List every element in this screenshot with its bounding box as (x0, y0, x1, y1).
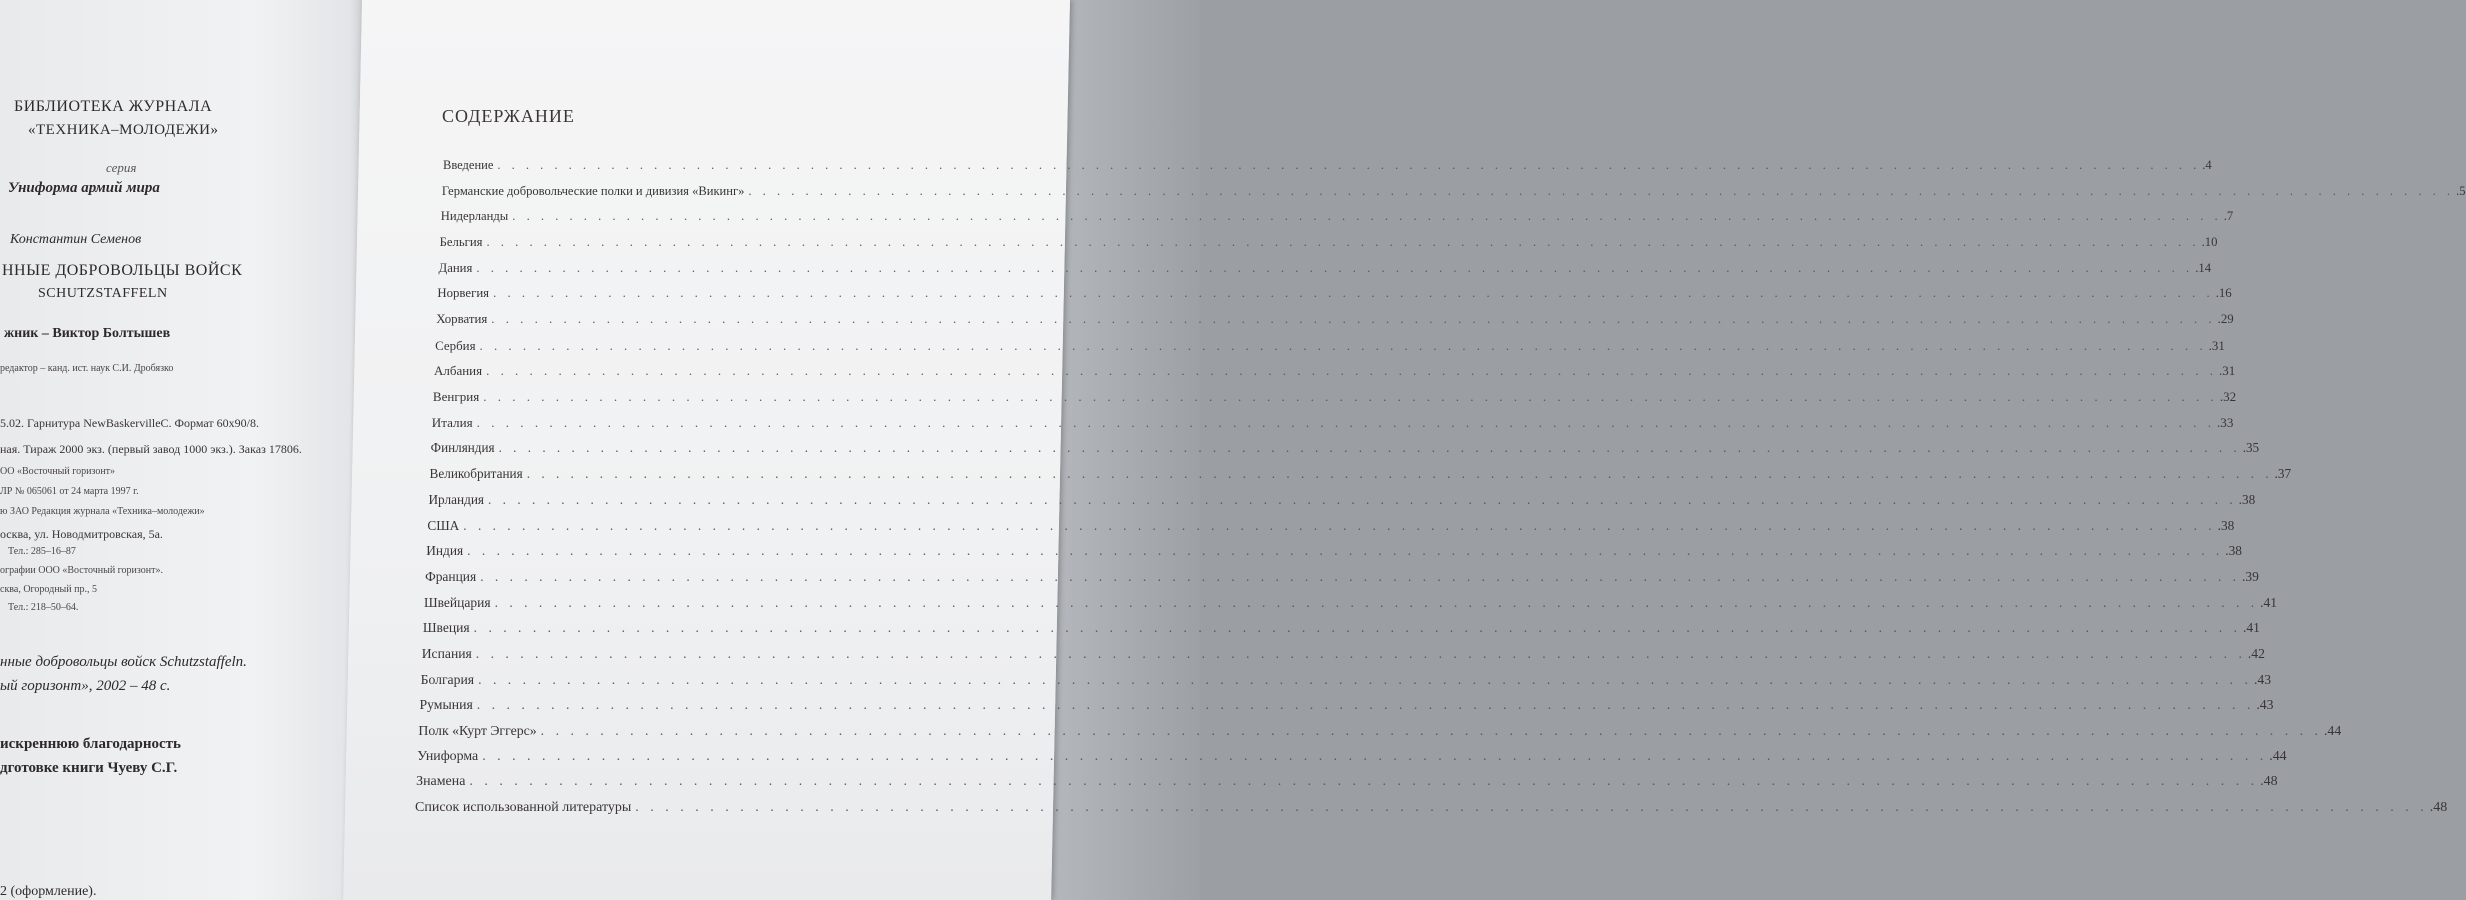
toc-entry-label: Норвегия (437, 286, 490, 301)
toc-entry-label: Венгрия (432, 389, 480, 405)
toc-entry-label: Швейцария (423, 594, 491, 610)
toc-entry-page: .14 (2195, 260, 2212, 275)
book-title-line2: SCHUTZSTAFFELN (38, 286, 168, 301)
imprint-line: ная. Тираж 2000 экз. (первый завод 1000 экз.). Заказ 17806. (0, 442, 302, 456)
toc-entry (418, 722, 2342, 739)
toc-entry-page: .48 (2260, 774, 2278, 790)
magazine-name: «ТЕХНИКА–МОЛОДЕЖИ» (28, 122, 219, 138)
toc-entry-page: .5 (2456, 183, 2466, 198)
toc-entry (432, 389, 2237, 405)
toc-leader-dots: . . . . . . . . . . . . . . . . . . . . . . . . . . . . . . . . . . . . . . . . . . . . . . . . . . . . . . . . . . . . . . . . . . . . . . . . . . . . . . . . . . . . . . . . . . . . . . . . . . . . . . . . . . . . . . . . . . . . . . . . (498, 440, 2241, 456)
toc-entry (439, 235, 2218, 250)
toc-entry-label: Болгария (420, 671, 475, 687)
toc-entry-label: Знамена (416, 774, 466, 790)
toc-entry (441, 183, 2466, 199)
toc-entry-label: Униформа (417, 748, 479, 764)
toc-entry-page: .38 (2238, 491, 2256, 507)
toc-entry-label: Великобритания (429, 466, 523, 482)
toc-entry-label: Ирландия (428, 491, 485, 507)
toc-leader-dots: . . . . . . . . . . . . . . . . . . . . . . . . . . . . . . . . . . . . . . . . . . . . . . . . . . . . . . . . . . . . . . . . . . . . . . . . . . . . . . . . . . . . . . . . . . . . . . . . . . . . . . . . . . . . . . . . . . . . . . . . (494, 594, 2259, 610)
toc-entry-page: .32 (2219, 389, 2237, 405)
toc-entry (428, 491, 2256, 508)
toc-entry-page: .44 (2323, 722, 2342, 738)
toc-leader-dots: . . . . . . . . . . . . . . . . . . . . . . . . . . . . . . . . . . . . . . . . . . . . . . . . . . . . . . . . . . . . . . . . . . . . . . . . . . . . . . . . . . . . . . . . . . . . . . . . . . . . . . . . . . . . . . . . . . . . . . . . (469, 774, 2259, 790)
toc-entry-page: .41 (2242, 620, 2260, 636)
toc-entry (431, 414, 2234, 431)
toc-entry (421, 645, 2265, 662)
toc-leader-dots: . . . . . . . . . . . . . . . . . . . . . . . . . . . . . . . . . . . . . . . . . . . . . . . . . . . . . . . . . . . . . . . . . . . . . . . . . . . . . . . . . . . . . . . . . . . . . . . . . . . . . . . . . . . . . . . . . . . . . . . . (483, 389, 2218, 405)
toc-entry (427, 517, 2235, 534)
toc-entry (422, 620, 2260, 636)
toc-entry (416, 774, 2278, 790)
toc-entry-page: .35 (2242, 440, 2260, 456)
toc-entry-label: Италия (431, 414, 473, 430)
toc-leader-dots: . . . . . . . . . . . . . . . . . . . . . . . . . . . . . . . . . . . . . . . . . . . . . . . . . . . . . . . . . . . . . . . . . . . . . . . . . . . . . . . . . . . . . . . . . . . . . . . . . . . . . . . . . . . . . . . . . . . . . . . . (463, 517, 2216, 533)
toc-entry (443, 158, 2212, 173)
toc-leader-dots: . . . . . . . . . . . . . . . . . . . . . . . . . . . . . . . . . . . . . . . . . . . . . . . . . . . . . . . . . . . . . . . . . . . . . . . . . . . . . . . . . . . . . . . . . . . . . . . . . . . . . . . . . . . . . . . . . . . . . . . . (476, 260, 2194, 275)
toc-entry-page: .38 (2217, 517, 2235, 533)
toc-entry (423, 594, 2278, 611)
toc-leader-dots: . . . . . . . . . . . . . . . . . . . . . . . . . . . . . . . . . . . . . . . . . . . . . . . . . . . . . . . . . . . . . . . . . . . . . . . . . . . . . . . . . . . . . . . . . . . . . . . . . . . . . . . . . . . . . . . . . . . . . . . . (479, 337, 2207, 353)
illustrator-credit: жник – Виктор Болтышев (4, 326, 171, 341)
toc-entry-label: Сербия (435, 337, 476, 353)
toc-entry-page: .33 (2217, 414, 2234, 430)
toc-entry (415, 800, 2448, 816)
toc-entry-page: .37 (2274, 466, 2292, 482)
toc-leader-dots: . . . . . . . . . . . . . . . . . . . . . . . . . . . . . . . . . . . . . . . . . . . . . . . . . . . . . . . . . . . . . . . . . . . . . . . . . . . . . . . . . . . . . . . . . . . . . . . . . . . . . . . . . . . . . . . . . . . . . . . . (482, 748, 2268, 764)
toc-leader-dots: . . . . . . . . . . . . . . . . . . . . . . . . . . . . . . . . . . . . . . . . . . . . . . . . . . . . . . . . . . . . . . . . . . . . . . . . . . . . . . . . . . . . . . . . . . . . . . . . . . . . . . . . . . . . . . . . . . . . . . . . (475, 645, 2246, 661)
bibliographic-reference: нные добровольцы войск Schutzstaffeln. (0, 654, 247, 670)
toc-entry-label: Введение (443, 158, 494, 172)
toc-leader-dots: . . . . . . . . . . . . . . . . . . . . . . . . . . . . . . . . . . . . . . . . . . . . . . . . . . . . . . . . . . . . . . . . . . . . . . . . . . . . . . . . . . . . . . . . . . . . . . . . . . . . . . . . . . . . . . . . . . . . . . . . (478, 671, 2252, 687)
toc-entry-label: Хорватия (436, 312, 488, 327)
imprint-line: ю ЗАО Редакция журнала «Техника–молодежи» (0, 506, 205, 517)
toc-leader-dots: . . . . . . . . . . . . . . . . . . . . . . . . . . . . . . . . . . . . . . . . . . . . . . . . . . . . . . . . . . . . . . . . . . . . . . . . . . . . . . . . . . . . . . . . . . . . . . . . . . . . . . . . . . . . . . . . . . . . . . . . (486, 235, 2200, 250)
toc-entry-page: .42 (2247, 645, 2265, 661)
toc-entry-label: Дания (438, 260, 473, 275)
toc-leader-dots: . . . . . . . . . . . . . . . . . . . . . . . . . . . . . . . . . . . . . . . . . . . . . . . . . . . . . . . . . . . . . . . . . . . . . . . . . . . . . . . . . . . . . . . . . . . . . . . . . . . . . . . . . . . . . . . . . . . . . . . . (512, 209, 2222, 224)
imprint-line: осква, ул. Новодмитровская, 5а. (0, 527, 163, 541)
toc-leader-dots: . . . . . . . . . . . . . . . . . . . . . . . . . . . . . . . . . . . . . . . . . . . . . . . . . . . . . . . . . . . . . . . . . . . . . . . . . . . . . . . . . . . . . . . . . . . . . . . . . . . . . . . . . . . . . . . . . . . . . . . . (748, 183, 2455, 198)
bibliographic-reference: ый горизонт», 2002 – 48 с. (0, 678, 171, 694)
toc-entry (430, 440, 2260, 456)
toc-leader-dots: . . . . . . . . . . . . . . . . . . . . . . . . . . . . . . . . . . . . . . . . . . . . . . . . . . . . . . . . . . . . . . . . . . . . . . . . . . . . . . . . . . . . . . . . . . . . . . . . . . . . . . . . . . . . . . . . . . . . . . . . (635, 800, 2428, 815)
toc-entry-label: Нидерланды (440, 209, 509, 224)
toc-entry-page: .29 (2217, 312, 2234, 327)
toc-leader-dots: . . . . . . . . . . . . . . . . . . . . . . . . . . . . . . . . . . . . . . . . . . . . . . . . . . . . . . . . . . . . . . . . . . . . . . . . . . . . . . . . . . . . . . . . . . . . . . . . . . . . . . . . . . . . . . . . . . . . . . . . (467, 543, 2224, 559)
toc-entry (425, 568, 2259, 585)
toc-leader-dots: . . . . . . . . . . . . . . . . . . . . . . . . . . . . . . . . . . . . . . . . . . . . . . . . . . . . . . . . . . . . . . . . . . . . . . . . . . . . . . . . . . . . . . . . . . . . . . . . . . . . . . . . . . . . . . . . . . . . . . . . (526, 466, 2273, 482)
toc-entry (438, 260, 2212, 276)
toc-entry-label: Германские добровольческие полки и дивизия «Викинг» (441, 183, 745, 198)
toc-entry-page: .48 (2429, 800, 2448, 815)
editor-credit: редактор – канд. ист. наук С.И. Дробязко (0, 363, 174, 374)
toc-entry-label: Индия (426, 543, 464, 559)
toc-title: СОДЕРЖАНИЕ (442, 106, 575, 126)
author-name: Константин Семенов (10, 232, 142, 247)
toc-entry-label: Финляндия (430, 440, 495, 456)
toc-leader-dots: . . . . . . . . . . . . . . . . . . . . . . . . . . . . . . . . . . . . . . . . . . . . . . . . . . . . . . . . . . . . . . . . . . . . . . . . . . . . . . . . . . . . . . . . . . . . . . . . . . . . . . . . . . . . . . . . . . . . . . . . (488, 491, 2237, 507)
toc-leader-dots: . . . . . . . . . . . . . . . . . . . . . . . . . . . . . . . . . . . . . . . . . . . . . . . . . . . . . . . . . . . . . . . . . . . . . . . . . . . . . . . . . . . . . . . . . . . . . . . . . . . . . . . . . . . . . . . . . . . . . . . . (480, 568, 2241, 584)
toc-entry (436, 312, 2234, 327)
toc-entry-page: .10 (2201, 235, 2218, 250)
acknowledgement: дготовке книги Чуеву С.Г. (0, 760, 178, 776)
toc-entry-page: .43 (2253, 671, 2272, 687)
toc-leader-dots: . . . . . . . . . . . . . . . . . . . . . . . . . . . . . . . . . . . . . . . . . . . . . . . . . . . . . . . . . . . . . . . . . . . . . . . . . . . . . . . . . . . . . . . . . . . . . . . . . . . . . . . . . . . . . . . . . . . . . . . . (497, 158, 2201, 172)
toc-entry (426, 543, 2243, 559)
toc-leader-dots: . . . . . . . . . . . . . . . . . . . . . . . . . . . . . . . . . . . . . . . . . . . . . . . . . . . . . . . . . . . . . . . . . . . . . . . . . . . . . . . . . . . . . . . . . . . . . . . . . . . . . . . . . . . . . . . . . . . . . . . . (540, 722, 2322, 738)
toc-entry-page: .43 (2256, 697, 2274, 713)
imprint-line: ЛР № 065061 от 24 марта 1997 г. (0, 486, 139, 497)
toc-entry (420, 671, 2272, 688)
imprint-line: ографии ООО «Восточный горизонт». (0, 565, 163, 576)
toc-entry-page: .41 (2260, 594, 2278, 610)
toc-entry-label: Франция (425, 568, 477, 584)
series-name: Униформа армий мира (8, 180, 160, 196)
toc-entry-label: Швеция (422, 620, 470, 636)
series-library-title: БИБЛИОТЕКА ЖУРНАЛА (14, 98, 213, 115)
toc-entry (437, 286, 2232, 301)
toc-leader-dots: . . . . . . . . . . . . . . . . . . . . . . . . . . . . . . . . . . . . . . . . . . . . . . . . . . . . . . . . . . . . . . . . . . . . . . . . . . . . . . . . . . . . . . . . . . . . . . . . . . . . . . . . . . . . . . . . . . . . . . . . (491, 312, 2216, 327)
toc-entry (419, 697, 2274, 713)
imprint-line: 5.02. Гарнитура NewBaskervilleC. Формат 60x90/8. (0, 416, 259, 430)
imprint-line: Тел.: 218–50–64. (8, 602, 79, 613)
toc-entry-label: Албания (434, 363, 483, 379)
toc-entry-page: .4 (2202, 158, 2212, 172)
toc-leader-dots: . . . . . . . . . . . . . . . . . . . . . . . . . . . . . . . . . . . . . . . . . . . . . . . . . . . . . . . . . . . . . . . . . . . . . . . . . . . . . . . . . . . . . . . . . . . . . . . . . . . . . . . . . . . . . . . . . . . . . . . . (493, 286, 2214, 301)
imprint-line: ОО «Восточный горизонт» (0, 466, 116, 477)
toc-leader-dots: . . . . . . . . . . . . . . . . . . . . . . . . . . . . . . . . . . . . . . . . . . . . . . . . . . . . . . . . . . . . . . . . . . . . . . . . . . . . . . . . . . . . . . . . . . . . . . . . . . . . . . . . . . . . . . . . . . . . . . . . (473, 620, 2241, 636)
toc-leader-dots: . . . . . . . . . . . . . . . . . . . . . . . . . . . . . . . . . . . . . . . . . . . . . . . . . . . . . . . . . . . . . . . . . . . . . . . . . . . . . . . . . . . . . . . . . . . . . . . . . . . . . . . . . . . . . . . . . . . . . . . . (486, 363, 2217, 379)
book-title-line1: ННЫЕ ДОБРОВОЛЬЦЫ ВОЙСК (2, 262, 243, 279)
copyright-line: 2 (оформление). (0, 884, 97, 899)
toc-entry (440, 209, 2234, 224)
toc-entry-label: Румыния (419, 697, 473, 713)
imprint-line: сква, Огородный пр., 5 (0, 584, 97, 595)
toc-entry (429, 466, 2292, 482)
toc-entry-page: .31 (2218, 363, 2236, 379)
toc-entry-page: .16 (2215, 286, 2232, 301)
imprint-line: Тел.: 285–16–87 (8, 546, 76, 557)
toc-entry-label: Испания (421, 645, 472, 661)
toc-entry-page: .44 (2269, 748, 2287, 764)
toc-entry-label: Список использованной литературы (415, 800, 632, 815)
toc-entry (435, 337, 2225, 354)
toc-entry-page: .39 (2242, 568, 2259, 584)
toc-entry (434, 363, 2236, 379)
toc-entry-label: Бельгия (439, 235, 483, 250)
toc-entry-label: США (427, 517, 460, 533)
series-label: серия (106, 160, 137, 175)
toc-entry-page: .38 (2225, 543, 2243, 559)
toc-entry-page: .7 (2223, 209, 2234, 224)
toc-entry-page: .31 (2208, 337, 2225, 353)
toc-entry-label: Полк «Курт Эггерс» (418, 722, 537, 738)
toc-entry (417, 748, 2287, 765)
toc-leader-dots: . . . . . . . . . . . . . . . . . . . . . . . . . . . . . . . . . . . . . . . . . . . . . . . . . . . . . . . . . . . . . . . . . . . . . . . . . . . . . . . . . . . . . . . . . . . . . . . . . . . . . . . . . . . . . . . . . . . . . . . . (476, 697, 2255, 713)
toc-leader-dots: . . . . . . . . . . . . . . . . . . . . . . . . . . . . . . . . . . . . . . . . . . . . . . . . . . . . . . . . . . . . . . . . . . . . . . . . . . . . . . . . . . . . . . . . . . . . . . . . . . . . . . . . . . . . . . . . . . . . . . . . (476, 414, 2215, 430)
acknowledgement: искреннюю благодарность (0, 736, 181, 752)
